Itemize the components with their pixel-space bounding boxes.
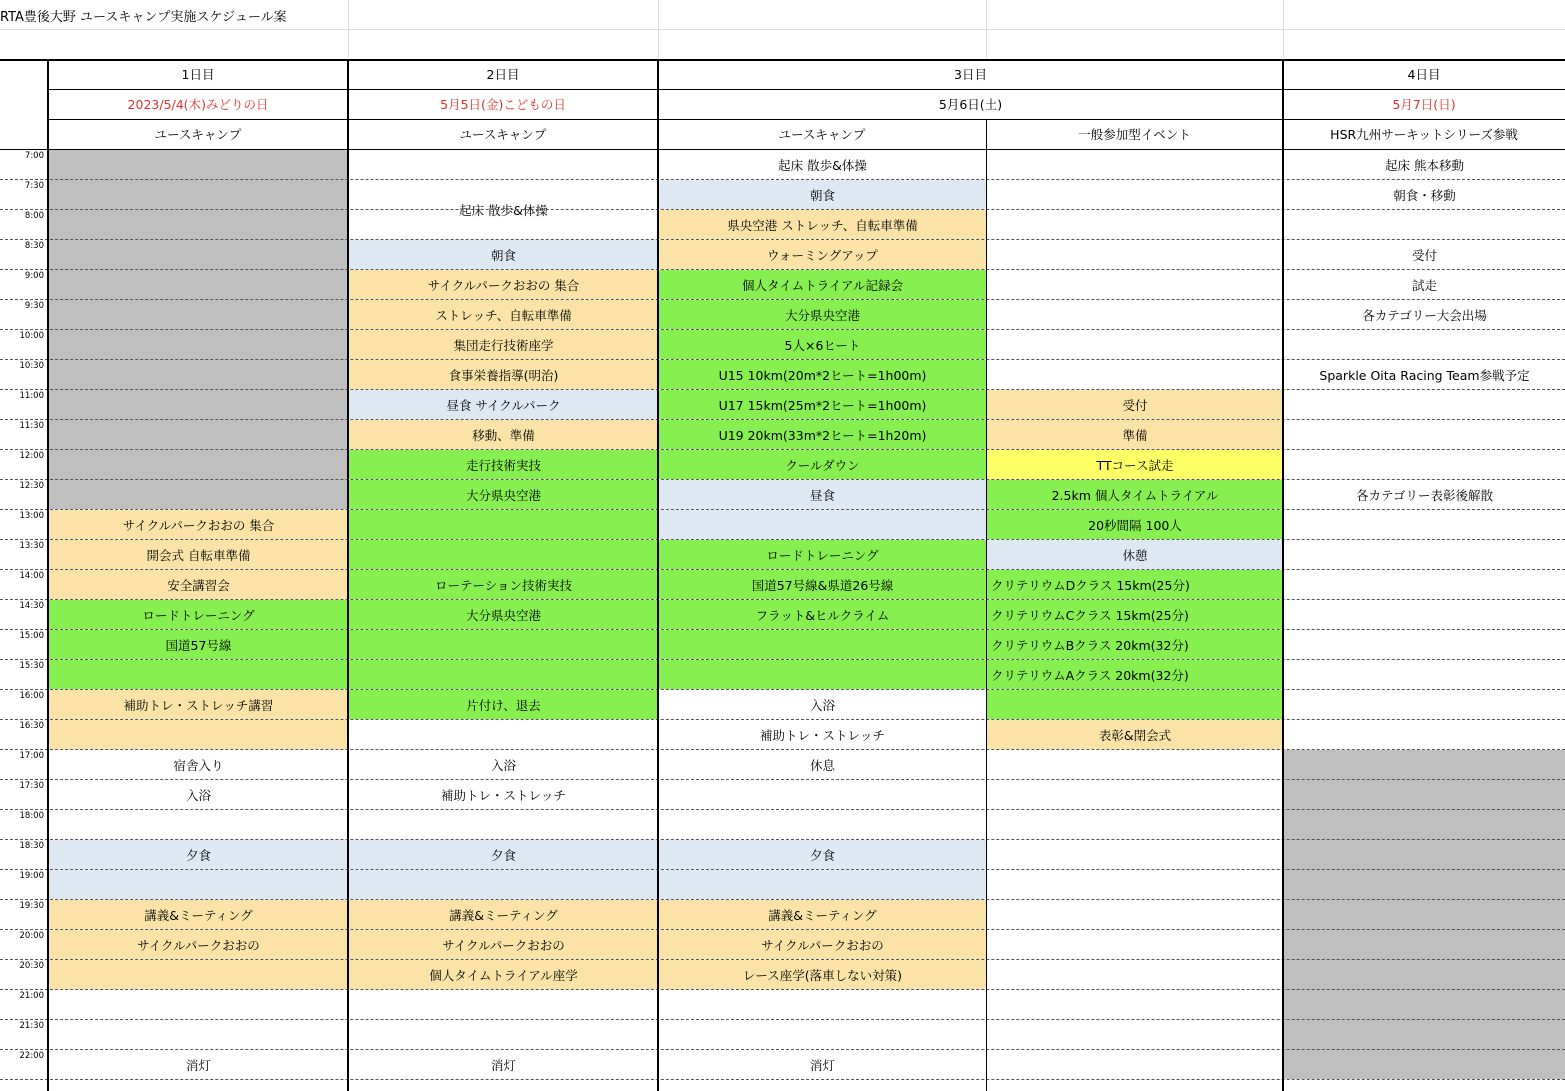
- schedule-cell: 2.5km 個人タイムトライアル: [987, 480, 1283, 509]
- schedule-cell: クリテリウムCクラス 15km(25分): [987, 600, 1283, 629]
- grid-line: [0, 389, 1565, 390]
- schedule-cell: 試走: [1411, 277, 1437, 293]
- time-label: 18:00: [19, 811, 44, 821]
- schedule-cell: U17 15km(25m*2ヒート=1h00m): [659, 390, 986, 419]
- grid-line: [0, 509, 1565, 510]
- grid-line: [0, 899, 1565, 900]
- event-header: HSR九州サーキットシリーズ参戦: [1330, 127, 1518, 142]
- schedule-cell: クリテリウムAクラス 20km(32分): [987, 660, 1283, 689]
- schedule-cell: [659, 510, 986, 539]
- schedule-cell: 準備: [987, 420, 1283, 449]
- time-label: 20:00: [19, 931, 44, 941]
- schedule-cell: 開会式 自転車準備: [49, 540, 348, 569]
- grid-line: [0, 329, 1565, 330]
- grid-line: [0, 869, 1565, 870]
- grid-line: [48, 119, 1565, 120]
- schedule-cell: [49, 720, 348, 749]
- time-label: 20:30: [19, 961, 44, 971]
- schedule-cell: 消灯: [809, 1057, 835, 1073]
- schedule-cell: クリテリウムDクラス 15km(25分): [987, 570, 1283, 599]
- time-label: 15:00: [19, 631, 44, 641]
- schedule-cell: 消灯: [185, 1057, 211, 1073]
- schedule-cell: 走行技術実技: [349, 450, 658, 479]
- grid-line: [0, 1079, 1565, 1080]
- schedule-cell: 入浴: [185, 787, 211, 803]
- time-label: 22:00: [19, 1051, 44, 1061]
- grid-line: [0, 749, 1565, 750]
- time-label: 13:00: [19, 511, 44, 521]
- schedule-cell: [987, 690, 1283, 719]
- time-label: 8:30: [24, 241, 44, 251]
- schedule-cell: 受付: [1411, 247, 1437, 263]
- time-label: 14:30: [19, 601, 44, 611]
- schedule-cell: 補助トレ・ストレッチ: [441, 787, 566, 803]
- event-header: 一般参加型イベント: [1078, 127, 1191, 142]
- schedule-cell: U15 10km(20m*2ヒート=1h00m): [659, 360, 986, 389]
- schedule-cell: 5人×6ヒート: [659, 330, 986, 359]
- time-label: 15:30: [19, 661, 44, 671]
- grid-line: [0, 299, 1565, 300]
- time-label: 7:30: [24, 181, 44, 191]
- schedule-cell: 起床 散歩&体操: [778, 157, 867, 173]
- schedule-cell: 夕食: [659, 840, 986, 869]
- time-label: 11:30: [19, 421, 44, 431]
- day-header: 1日目: [181, 67, 215, 82]
- schedule-cell: 朝食: [659, 180, 986, 209]
- schedule-cell: 大分県央空港: [349, 480, 658, 509]
- grid-line: [0, 719, 1565, 720]
- schedule-cell: 県央空港 ストレッチ、自転車準備: [659, 210, 986, 239]
- grid-line: [657, 59, 659, 1091]
- schedule-cell: 昼食 サイクルパーク: [349, 390, 658, 419]
- schedule-cell: ロードトレーニング: [49, 600, 348, 629]
- time-label: 18:30: [19, 841, 44, 851]
- grid-line: [0, 449, 1565, 450]
- schedule-cell: 20秒間隔 100人: [987, 510, 1283, 539]
- grid-line: [0, 659, 1565, 660]
- date-header: 5月7日(日): [1392, 97, 1456, 112]
- schedule-cell: [659, 870, 986, 899]
- grid-line: [0, 539, 1565, 540]
- schedule-cell: クールダウン: [659, 450, 986, 479]
- grid-line: [348, 0, 349, 58]
- schedule-cell: サイクルパークおおの: [349, 930, 658, 959]
- time-label: 17:30: [19, 781, 44, 791]
- schedule-cell: [659, 630, 986, 659]
- schedule-cell: [49, 960, 348, 989]
- schedule-cell: レース座学(落車しない対策): [659, 960, 986, 989]
- schedule-cell: [349, 540, 658, 569]
- schedule-cell: 補助トレ・ストレッチ講習: [49, 690, 348, 719]
- schedule-cell: 夕食: [349, 840, 658, 869]
- grid-line: [0, 419, 1565, 420]
- grid-line: [0, 209, 1565, 210]
- schedule-cell: 国道57号線: [49, 630, 348, 659]
- schedule-cell: [1284, 750, 1565, 1079]
- grid-line: [0, 29, 1565, 30]
- grid-line: [48, 89, 1565, 90]
- schedule-cell: [349, 870, 658, 899]
- schedule-cell: 入浴: [809, 697, 835, 713]
- schedule-cell: [659, 660, 986, 689]
- grid-line: [0, 689, 1565, 690]
- schedule-cell: 国道57号線&県道26号線: [659, 570, 986, 599]
- schedule-cell: 朝食・移動: [1393, 187, 1456, 203]
- schedule-cell: 補助トレ・ストレッチ: [760, 727, 885, 743]
- time-label: 8:00: [24, 211, 44, 221]
- schedule-cell: ストレッチ、自転車準備: [349, 300, 658, 329]
- schedule-cell: サイクルパークおおの 集合: [349, 270, 658, 299]
- grid-line: [658, 0, 659, 58]
- time-label: 12:30: [19, 481, 44, 491]
- schedule-cell: 講義&ミーティング: [349, 900, 658, 929]
- time-label: 16:30: [19, 721, 44, 731]
- schedule-cell: 集団走行技術座学: [349, 330, 658, 359]
- schedule-cell: 各カテゴリー表彰後解散: [1355, 487, 1493, 503]
- schedule-cell: 講義&ミーティング: [49, 900, 348, 929]
- grid-line: [0, 1049, 1565, 1050]
- grid-line: [0, 479, 1565, 480]
- grid-line: [0, 359, 1565, 360]
- schedule-cell: サイクルパークおおの: [49, 930, 348, 959]
- schedule-cell: 移動、準備: [349, 420, 658, 449]
- schedule-cell: 起床 散歩&体操: [459, 202, 548, 218]
- grid-line: [1282, 59, 1284, 1091]
- schedule-cell: [49, 870, 348, 899]
- schedule-cell: 個人タイムトライアル記録会: [659, 270, 986, 299]
- schedule-cell: 起床 熊本移動: [1385, 157, 1464, 173]
- time-label: 9:30: [24, 301, 44, 311]
- schedule-cell: クリテリウムBクラス 20km(32分): [987, 630, 1283, 659]
- schedule-cell: ウォーミングアップ: [659, 240, 986, 269]
- event-header: ユースキャンプ: [154, 127, 242, 142]
- time-label: 17:00: [19, 751, 44, 761]
- schedule-cell: 大分県央空港: [659, 300, 986, 329]
- day-header: 4日目: [1407, 67, 1441, 82]
- grid-line: [0, 779, 1565, 780]
- grid-line: [0, 989, 1565, 990]
- schedule-cell: 休息: [809, 757, 835, 773]
- schedule-cell: 朝食: [349, 240, 658, 269]
- time-label: 10:30: [19, 361, 44, 371]
- schedule-cell: ロードトレーニング: [659, 540, 986, 569]
- schedule-cell: サイクルパークおおの 集合: [49, 510, 348, 539]
- grid-line: [986, 119, 987, 1091]
- schedule-cell: 片付け、退去: [349, 690, 658, 719]
- time-label: 9:00: [24, 271, 44, 281]
- grid-line: [0, 809, 1565, 810]
- schedule-cell: 宿舎入り: [173, 757, 224, 773]
- schedule-cell: [49, 660, 348, 689]
- schedule-cell: 夕食: [49, 840, 348, 869]
- grid-line: [0, 239, 1565, 240]
- time-label: 10:00: [19, 331, 44, 341]
- schedule-cell: 入浴: [490, 757, 516, 773]
- schedule-cell: TTコース試走: [987, 450, 1283, 479]
- grid-line: [986, 0, 987, 58]
- date-header: 2023/5/4(木)みどりの日: [127, 97, 269, 112]
- schedule-cell: 講義&ミーティング: [659, 900, 986, 929]
- grid-line: [47, 59, 49, 1091]
- schedule-cell: 各カテゴリー大会出場: [1362, 307, 1487, 323]
- time-label: 12:00: [19, 451, 44, 461]
- schedule-cell: フラット&ヒルクライム: [659, 600, 986, 629]
- schedule-cell: 大分県央空港: [349, 600, 658, 629]
- grid-line: [0, 929, 1565, 930]
- sheet-title: RTA豊後大野 ユースキャンプ実施スケジュール案: [0, 10, 287, 25]
- grid-line: [0, 839, 1565, 840]
- schedule-cell: [349, 510, 658, 539]
- schedule-cell: 消灯: [490, 1057, 516, 1073]
- schedule-cell: サイクルパークおおの: [659, 930, 986, 959]
- grid-line: [0, 569, 1565, 570]
- event-header: ユースキャンプ: [459, 127, 547, 142]
- schedule-cell: ローテーション技術実技: [349, 570, 658, 599]
- event-header: ユースキャンプ: [778, 127, 866, 142]
- grid-line: [0, 1019, 1565, 1020]
- schedule-cell: 表彰&閉会式: [987, 720, 1283, 749]
- grid-line: [0, 599, 1565, 600]
- grid-line: [0, 179, 1565, 180]
- time-label: 11:00: [19, 391, 44, 401]
- time-label: 19:30: [19, 901, 44, 911]
- date-header: 5月6日(土): [938, 97, 1003, 112]
- time-label: 21:30: [19, 1021, 44, 1031]
- schedule-cell: 昼食: [659, 480, 986, 509]
- grid-line: [1283, 0, 1284, 58]
- grid-line: [0, 59, 1565, 61]
- schedule-cell: [349, 630, 658, 659]
- time-label: 14:00: [19, 571, 44, 581]
- day-header: 2日目: [486, 67, 520, 82]
- schedule-cell: 休憩: [987, 540, 1283, 569]
- schedule-cell: [349, 660, 658, 689]
- time-label: 19:00: [19, 871, 44, 881]
- time-label: 13:30: [19, 541, 44, 551]
- day-header: 3日目: [954, 67, 987, 82]
- schedule-cell: Sparkle Oita Racing Team参戦予定: [1319, 367, 1530, 383]
- grid-line: [0, 629, 1565, 630]
- schedule-cell: 安全講習会: [49, 570, 348, 599]
- time-label: 16:00: [19, 691, 44, 701]
- grid-line: [347, 59, 349, 1091]
- grid-line: [0, 149, 1565, 150]
- schedule-cell: 受付: [987, 390, 1283, 419]
- date-header: 5月5日(金)こどもの日: [440, 97, 566, 112]
- time-label: 7:00: [24, 151, 44, 161]
- grid-line: [0, 959, 1565, 960]
- grid-line: [0, 269, 1565, 270]
- time-label: 21:00: [19, 991, 44, 1001]
- schedule-cell: 個人タイムトライアル座学: [349, 960, 658, 989]
- schedule-cell: 食事栄養指導(明治): [349, 360, 658, 389]
- schedule-cell: U19 20km(33m*2ヒート=1h20m): [659, 420, 986, 449]
